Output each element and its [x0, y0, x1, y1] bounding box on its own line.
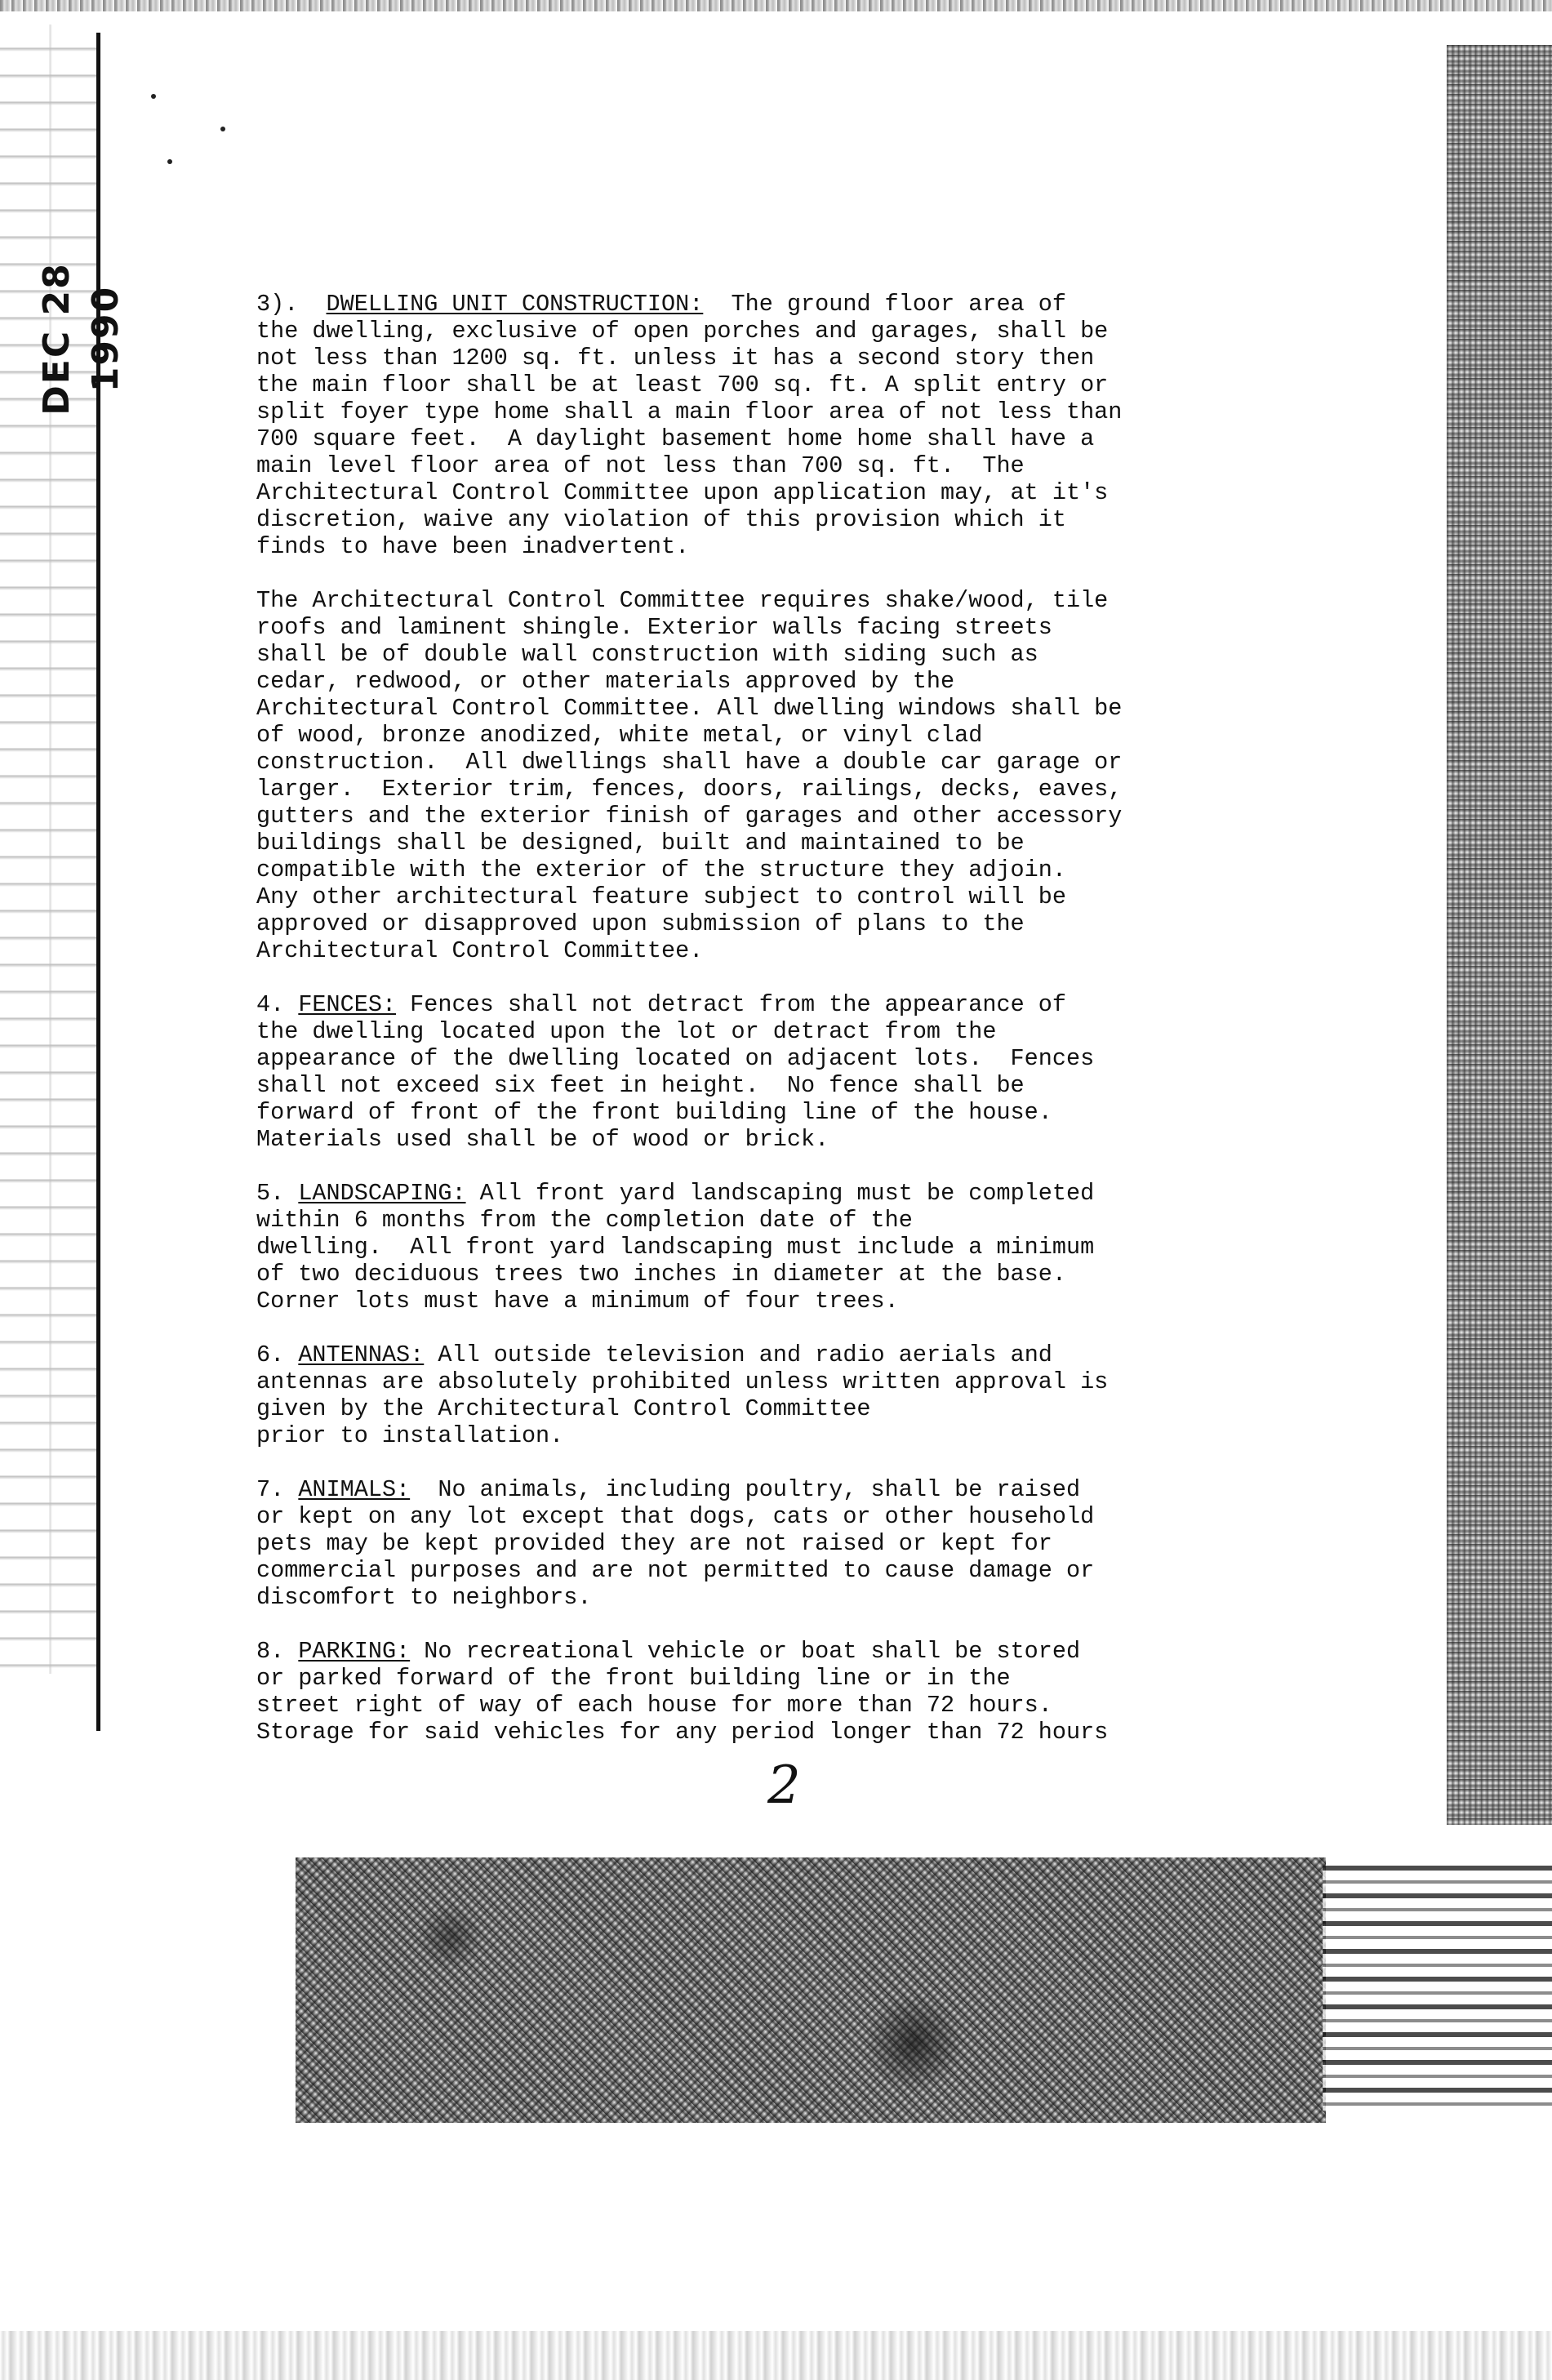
section-number: 8. — [256, 1638, 285, 1665]
text-line: main level floor area of not less than 700 sq. ft. The — [256, 452, 1025, 479]
text-line: dwelling. All front yard landscaping must include a minimum — [256, 1234, 1095, 1261]
text-line: Storage for said vehicles for any period longer than 72 hours — [256, 1719, 1109, 1746]
text-line: gutters and the exterior finish of garages and other accessory — [256, 803, 1123, 830]
text-line: roofs and laminent shingle. Exterior walls facing streets — [256, 614, 1052, 641]
text-line: pets may be kept provided they are not raised or kept for — [256, 1530, 1052, 1557]
text-line: buildings shall be designed, built and maintained to be — [256, 830, 1025, 856]
text-line: not less than 1200 sq. ft. unless it has a second story then — [256, 345, 1095, 371]
section-number: 6. — [256, 1341, 285, 1368]
section-antennas — [256, 1341, 1269, 1449]
section-number: 7. — [256, 1476, 285, 1503]
section-heading: PARKING: — [298, 1638, 411, 1665]
section-number: 4. — [256, 991, 285, 1018]
document-body — [256, 291, 1269, 1773]
text-line: given by the Architectural Control Committee — [256, 1395, 871, 1422]
text-line: antennas are absolutely prohibited unless written approval is — [256, 1368, 1109, 1395]
text-line: shall be of double wall construction with siding such as — [256, 641, 1038, 668]
stray-mark — [167, 159, 172, 164]
section-dwelling-unit-construction — [256, 291, 1269, 560]
text-line: discretion, waive any violation of this provision which it — [256, 506, 1066, 533]
text-line: appearance of the dwelling located on adjacent lots. Fences — [256, 1045, 1095, 1072]
text-line: Architectural Control Committee. All dwelling windows shall be — [256, 695, 1123, 722]
text-line: prior to installation. — [256, 1422, 564, 1449]
section-exterior-requirements — [256, 587, 1269, 964]
text-line: the dwelling, exclusive of open porches and garages, shall be — [256, 318, 1109, 345]
section-landscaping — [256, 1180, 1269, 1315]
stray-mark — [220, 127, 225, 131]
text-line: of wood, bronze anodized, white metal, or vinyl clad — [256, 722, 983, 749]
text-line: approved or disapproved upon submission of plans to the — [256, 910, 1025, 937]
text-line: Architectural Control Committee. — [256, 937, 704, 964]
text-line: forward of front of the front building line of the house. — [256, 1099, 1052, 1126]
text-line: All front yard landscaping must be completed — [479, 1180, 1095, 1207]
text-line: or kept on any lot except that dogs, cats or other household — [256, 1503, 1095, 1530]
section-number: 3). — [256, 291, 299, 318]
text-line: street right of way of each house for more than 72 hours. — [256, 1692, 1052, 1719]
stray-mark — [151, 94, 156, 99]
section-parking — [256, 1638, 1269, 1746]
text-line: Fences shall not detract from the appearance of — [410, 991, 1067, 1018]
scan-artifact-bottom-stripes — [1323, 1866, 1552, 2111]
text-line: of two deciduous trees two inches in diameter at the base. — [256, 1261, 1066, 1288]
section-number: 5. — [256, 1180, 285, 1207]
text-line: cedar, redwood, or other materials approved by the — [256, 668, 955, 695]
text-line: compatible with the exterior of the structure they adjoin. — [256, 856, 1066, 883]
text-line: larger. Exterior trim, fences, doors, railings, decks, eaves, — [256, 776, 1123, 803]
section-heading: DWELLING UNIT CONSTRUCTION: — [326, 291, 704, 318]
section-fences — [256, 991, 1269, 1153]
text-line: No recreational vehicle or boat shall be stored — [424, 1638, 1081, 1665]
text-line: or parked forward of the front building line or in the — [256, 1665, 1011, 1692]
text-line: the main floor shall be at least 700 sq. ft. A split entry or — [256, 371, 1109, 398]
scan-artifact-right-strip — [1447, 45, 1552, 1825]
scan-artifact-top — [0, 0, 1552, 11]
text-line: shall not exceed six feet in height. No fence shall be — [256, 1072, 1025, 1099]
text-line: Corner lots must have a minimum of four trees. — [256, 1288, 899, 1315]
section-heading: ANIMALS: — [298, 1476, 411, 1503]
text-line: No animals, including poultry, shall be raised — [438, 1476, 1081, 1503]
text-line: The ground floor area of — [731, 291, 1066, 318]
text-line: discomfort to neighbors. — [256, 1584, 592, 1611]
section-animals — [256, 1476, 1269, 1611]
text-line: All outside television and radio aerials and — [438, 1341, 1052, 1368]
stray-marks — [143, 78, 241, 184]
text-line: Architectural Control Committee upon application may, at it's — [256, 479, 1109, 506]
date-stamp-text: DEC 28 1990 — [36, 262, 127, 416]
text-line: the dwelling located upon the lot or detract from the — [256, 1018, 997, 1045]
text-line: within 6 months from the completion date of the — [256, 1207, 913, 1234]
text-line: commercial purposes and are not permitted to cause damage or — [256, 1557, 1095, 1584]
scan-artifact-bottom — [0, 2331, 1552, 2380]
text-line: The Architectural Control Committee requires shake/wood, tile — [256, 587, 1109, 614]
date-stamp — [24, 237, 127, 449]
page-number: 2 — [767, 1755, 801, 1816]
section-heading: ANTENNAS: — [298, 1341, 425, 1368]
text-line: Materials used shall be of wood or brick. — [256, 1126, 829, 1153]
section-heading: FENCES: — [298, 991, 397, 1018]
section-heading: LANDSCAPING: — [298, 1180, 466, 1207]
text-line: construction. All dwellings shall have a double car garage or — [256, 749, 1123, 776]
text-line: split foyer type home shall a main floor area of not less than — [256, 398, 1123, 425]
scan-artifact-bottom-noise — [296, 1857, 1326, 2123]
text-line: 700 square feet. A daylight basement home home shall have a — [256, 425, 1095, 452]
text-line: finds to have been inadvertent. — [256, 533, 690, 560]
text-line: Any other architectural feature subject to control will be — [256, 883, 1066, 910]
